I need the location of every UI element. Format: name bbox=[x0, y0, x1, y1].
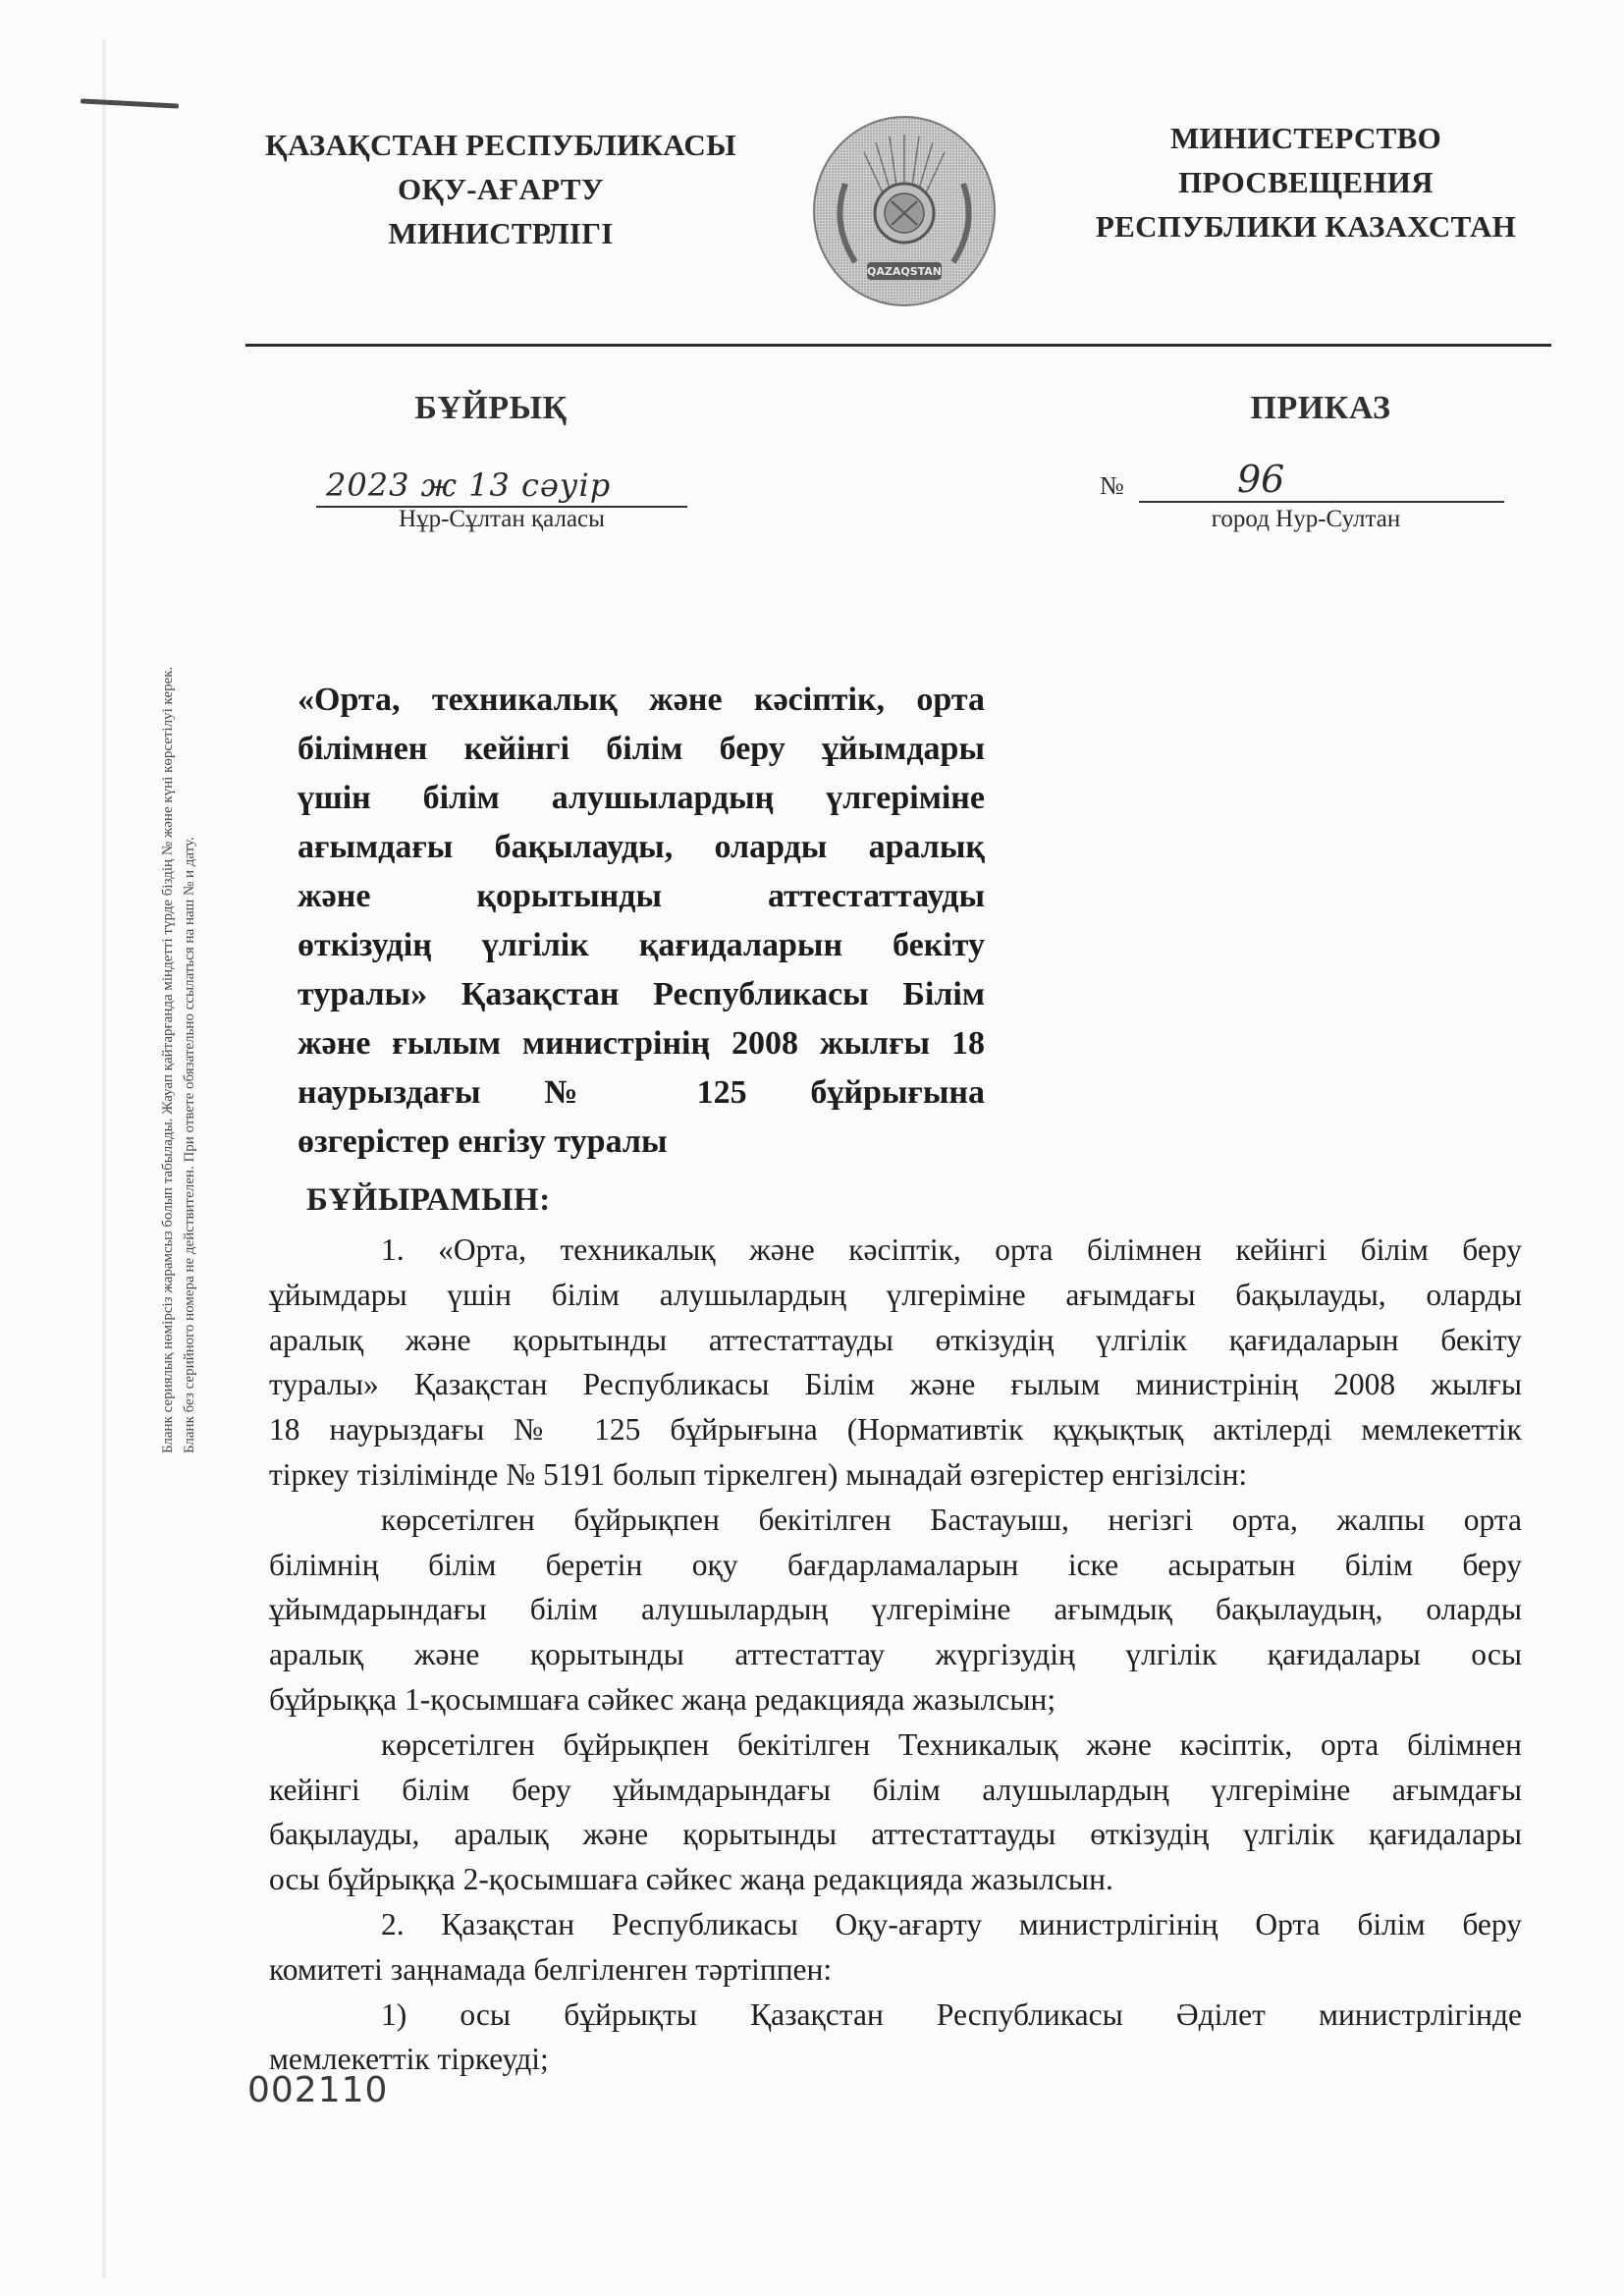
body-line: 2. Қазақстан Республикасы Оқу-ағарту министрлігінің Орта білім беру bbox=[381, 1906, 1522, 1941]
body-line: көрсетілген бұйрықпен бекітілген Бастауыш, негізгі орта, жалпы орта bbox=[381, 1502, 1522, 1537]
state-emblem-icon bbox=[811, 115, 998, 307]
body-line: тіркеу тізілімінде № 5191 болып тіркелген) мынадай өзгерістер енгізілсін: bbox=[269, 1456, 1248, 1492]
order-title-kz: БҰЙРЫҚ bbox=[414, 390, 568, 426]
body-line: 1. «Орта, техникалық және кәсіптік, орта білімнен кейінгі білім беру bbox=[381, 1232, 1522, 1267]
ministry-name-kz bbox=[236, 123, 766, 255]
subject-line: және қорытынды аттестаттауды bbox=[298, 878, 985, 914]
subject-line: білімнен кейінгі білім беру ұйымдары bbox=[298, 731, 985, 767]
body-line: көрсетілген бұйрықпен бекітілген Техникалық және кәсіптік, орта білімнен bbox=[381, 1726, 1522, 1762]
subject-line: өзгерістер енгізу туралы bbox=[298, 1123, 668, 1160]
subject-line: және ғылым министрінің 2008 жылғы 18 bbox=[298, 1025, 985, 1062]
body-line: ұйымдары үшін білім алушылардың үлгеріміне ағымдағы бақылауды, оларды bbox=[269, 1277, 1522, 1312]
orders-heading: БҰЙЫРАМЫН: bbox=[306, 1182, 551, 1218]
ministry-name-kz-line: МИНИСТРЛІГІ bbox=[388, 216, 614, 250]
staple-mark bbox=[81, 98, 179, 108]
emblem-text: QAZAQSTAN bbox=[867, 265, 942, 278]
subject-line: «Орта, техникалық және кәсіптік, орта bbox=[298, 682, 985, 718]
form-serial-number: 002110 bbox=[247, 2070, 389, 2110]
body-line: туралы» Қазақстан Республикасы Білім және ғылым министрінің 2008 жылғы bbox=[269, 1367, 1522, 1402]
side-disclaimer-kz: Бланк сериялық нөмірсіз жарамсыз болып табылады. Жауап қайтарғанда міндетті түрде біздің № және күні көрсетілуі керек. bbox=[160, 666, 176, 1453]
side-disclaimer bbox=[157, 667, 200, 1453]
ministry-name-ru-line: МИНИСТЕРСТВО bbox=[1169, 121, 1442, 155]
ministry-name-ru-line: ПРОСВЕЩЕНИЯ bbox=[1178, 165, 1434, 199]
body-line: 18 наурыздағы № 125 бұйрығына (Нормативтік құқықтық актілерді мемлекеттік bbox=[269, 1412, 1522, 1448]
handwritten-date: 2023 ж 13 сәуір bbox=[326, 466, 612, 504]
body-line: мемлекеттік тіркеуді; bbox=[269, 2042, 549, 2077]
subject-line: үшін білім алушылардың үлгеріміне bbox=[298, 780, 985, 816]
order-body bbox=[269, 1228, 1522, 2082]
order-number-field bbox=[1139, 458, 1504, 503]
city-ru: город Нур-Султан bbox=[1211, 506, 1401, 532]
body-line: осы бұйрыққа 2-қосымшаға сәйкес жаңа редакцияда жазылсын. bbox=[269, 1862, 1113, 1897]
body-line: 1) осы бұйрықты Қазақстан Республикасы Әділет министрлігінде bbox=[381, 1996, 1522, 2032]
order-date-field bbox=[316, 466, 687, 508]
order-number-label: № bbox=[1100, 471, 1124, 500]
body-line: кейінгі білім беру ұйымдарындағы білім алушылардың үлгеріміне ағымдағы bbox=[269, 1772, 1522, 1807]
body-line: бақылауды, аралық және қорытынды аттестаттауды өткізудің үлгілік қағидалары bbox=[269, 1817, 1522, 1852]
handwritten-order-number: 96 bbox=[1237, 458, 1285, 501]
header-divider bbox=[245, 344, 1551, 347]
body-line: ұйымдарындағы білім алушылардың үлгеріміне ағымдық бақылаудың, оларды bbox=[269, 1592, 1522, 1627]
ministry-name-kz-line: ҚАЗАҚСТАН РЕСПУБЛИКАСЫ bbox=[265, 128, 736, 162]
order-title-ru: ПРИКАЗ bbox=[1250, 390, 1391, 426]
ministry-name-kz-line: ОҚУ-АҒАРТУ bbox=[398, 172, 604, 206]
subject-line: өткізудің үлгілік қағидаларын бекіту bbox=[298, 927, 985, 963]
city-kz: Нұр-Сұлтан қаласы bbox=[399, 506, 605, 532]
order-subject bbox=[298, 676, 985, 1167]
side-disclaimer-ru: Бланк без серийного номера не действителен. При ответе обязательно ссылаться на наш № и дату. bbox=[182, 837, 197, 1453]
ministry-name-ru-line: РЕСПУБЛИКИ КАЗАХСТАН bbox=[1095, 209, 1517, 244]
subject-line: наурыздағы № 125 бұйрығына bbox=[298, 1074, 985, 1111]
body-line: аралық және қорытынды аттестаттауды өткізудің үлгілік қағидаларын бекіту bbox=[269, 1322, 1522, 1357]
body-line: бұйрыққа 1-қосымшаға сәйкес жаңа редакцияда жазылсын; bbox=[269, 1681, 1056, 1717]
body-line: аралық және қорытынды аттестаттау жүргізудің үлгілік қағидалары осы bbox=[269, 1637, 1522, 1672]
body-line: комитеті заңнамада белгіленген тәртіппен: bbox=[269, 1951, 833, 1987]
subject-line: ағымдағы бақылауды, оларды аралық bbox=[298, 829, 985, 865]
ministry-name-ru bbox=[1060, 116, 1551, 248]
subject-line: туралы» Қазақстан Республикасы Білім bbox=[298, 976, 985, 1012]
body-line: білімнің білім беретін оқу бағдарламаларын іске асыратын білім беру bbox=[269, 1547, 1522, 1582]
scan-edge-line bbox=[102, 39, 106, 2278]
